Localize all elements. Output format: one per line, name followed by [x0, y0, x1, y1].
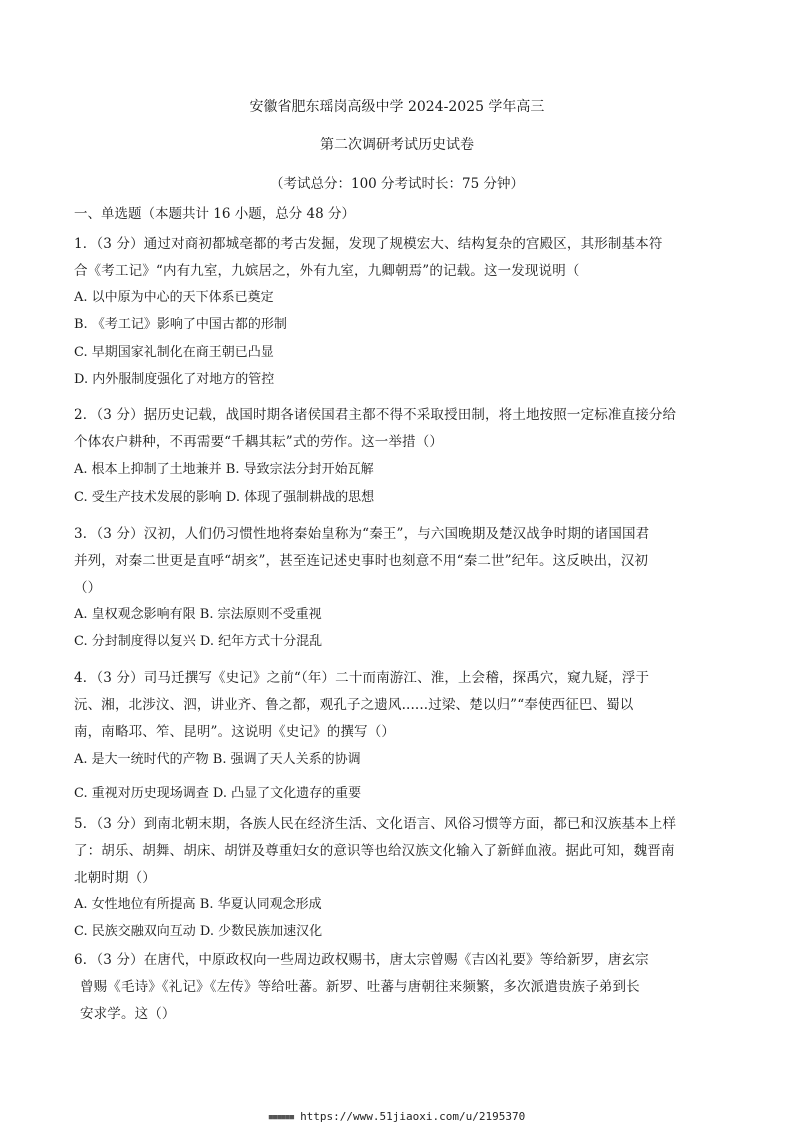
page-footer [0, 1110, 794, 1123]
answer-option: C. 民族交融双向互动 D. 少数民族加速汉化 [74, 924, 323, 939]
answer-option: B. 《考工记》影响了中国古都的形制 [74, 317, 287, 332]
answer-option: C. 受生产技术发展的影响 D. 体现了强制耕战的思想 [74, 490, 375, 505]
footer-logo-mark: ■■■■■■ [268, 1113, 295, 1121]
answer-option: A. 皇权观念影响有限 B. 宗法原则不受重视 [74, 607, 322, 622]
footer-url-link[interactable]: https://www.51jiaoxi.com/u/2195370 [300, 1110, 526, 1123]
question-text-line: 南，南略邛、笮、昆明”。这说明《史记》的撰写（） [74, 724, 396, 740]
section-heading: 一、单选题（本题共计 16 小题，总分 48 分） [74, 206, 356, 222]
exam-title-line1: 安徽省肥东瑶岗高级中学 2024-2025 学年高三 [249, 99, 545, 115]
question-text-line: 个体农户耕种，不再需要“千耦其耘”式的劳作。这一举措（） [74, 434, 444, 450]
exam-info: （考试总分：100 分考试时长：75 分钟） [269, 176, 525, 192]
question-text-line: 曾赐《毛诗》《礼记》《左传》等给吐蕃。新罗、吐蕃与唐朝往来频繁，多次派遣贵族子弟到长 [80, 979, 640, 995]
exam-title-line2: 第二次调研考试历史试卷 [320, 137, 474, 153]
question-text-line: 2．（3 分）据历史记载，战国时期各诸侯国君主都不得不采取授田制，将土地按照一定标准直接分给 [74, 407, 677, 423]
question-text-line: 4．（3 分）司马迁撰写《史记》之前“（年）二十而南游江、淮，上会稽，探禹穴，窥九疑，浮于 [74, 670, 650, 686]
answer-option: D. 内外服制度强化了对地方的管控 [74, 372, 275, 387]
answer-option: C. 重视对历史现场调查 D. 凸显了文化遗存的重要 [74, 786, 362, 801]
question-text-line: 并列，对秦二世更是直呼“胡亥”，甚至连记述史事时也刻意不用“秦二世”纪年。这反映出，汉初 [74, 553, 649, 569]
question-text-line: 北朝时期（） [74, 870, 156, 886]
answer-option: C. 分封制度得以复兴 D. 纪年方式十分混乱 [74, 634, 323, 649]
question-text-line: 安求学。这（） [80, 1006, 176, 1022]
question-text-line: 1．（3 分）通过对商初都城亳都的考古发掘，发现了规模宏大、结构复杂的宫殿区，其形制基本符 [74, 236, 663, 252]
question-text-line: 了：胡乐、胡舞、胡床、胡饼及尊重妇女的意识等也给汉族文化输入了新鲜血液。据此可知，魏晋南 [74, 843, 675, 859]
answer-option: A. 女性地位有所提高 B. 华夏认同观念形成 [74, 897, 322, 912]
question-text-line: 5．（3 分）到南北朝末期，各族人民在经济生活、文化语言、风俗习惯等方面，都已和汉族基本上样 [74, 816, 677, 832]
answer-option: C. 早期国家礼制化在商王朝已凸显 [74, 345, 274, 360]
answer-option: A. 以中原为中心的天下体系已奠定 [74, 290, 274, 305]
answer-option: A. 是大一统时代的产物 B. 强调了天人关系的协调 [74, 752, 361, 767]
question-text-line: 合《考工记》“内有九室，九嫔居之，外有九室，九卿朝焉”的记载。这一发现说明（ [74, 263, 580, 279]
question-text-line: 3．（3 分）汉初，人们仍习惯性地将秦始皇称为“秦王”，与六国晚期及楚汉战争时期的诸国国君 [74, 526, 650, 542]
question-text-line: （） [74, 580, 102, 596]
question-text-line: 6．（3 分）在唐代，中原政权向一些周边政权赐书，唐太宗曾赐《吉凶礼要》等给新罗，唐玄宗 [74, 952, 649, 968]
answer-option: A. 根本上抑制了土地兼并 B. 导致宗法分封开始瓦解 [74, 462, 374, 477]
question-text-line: 沅、湘，北涉汶、泗，讲业齐、鲁之都，观孔子之遗风......过梁、楚以归”“奉使西征巴、蜀以 [74, 697, 634, 713]
